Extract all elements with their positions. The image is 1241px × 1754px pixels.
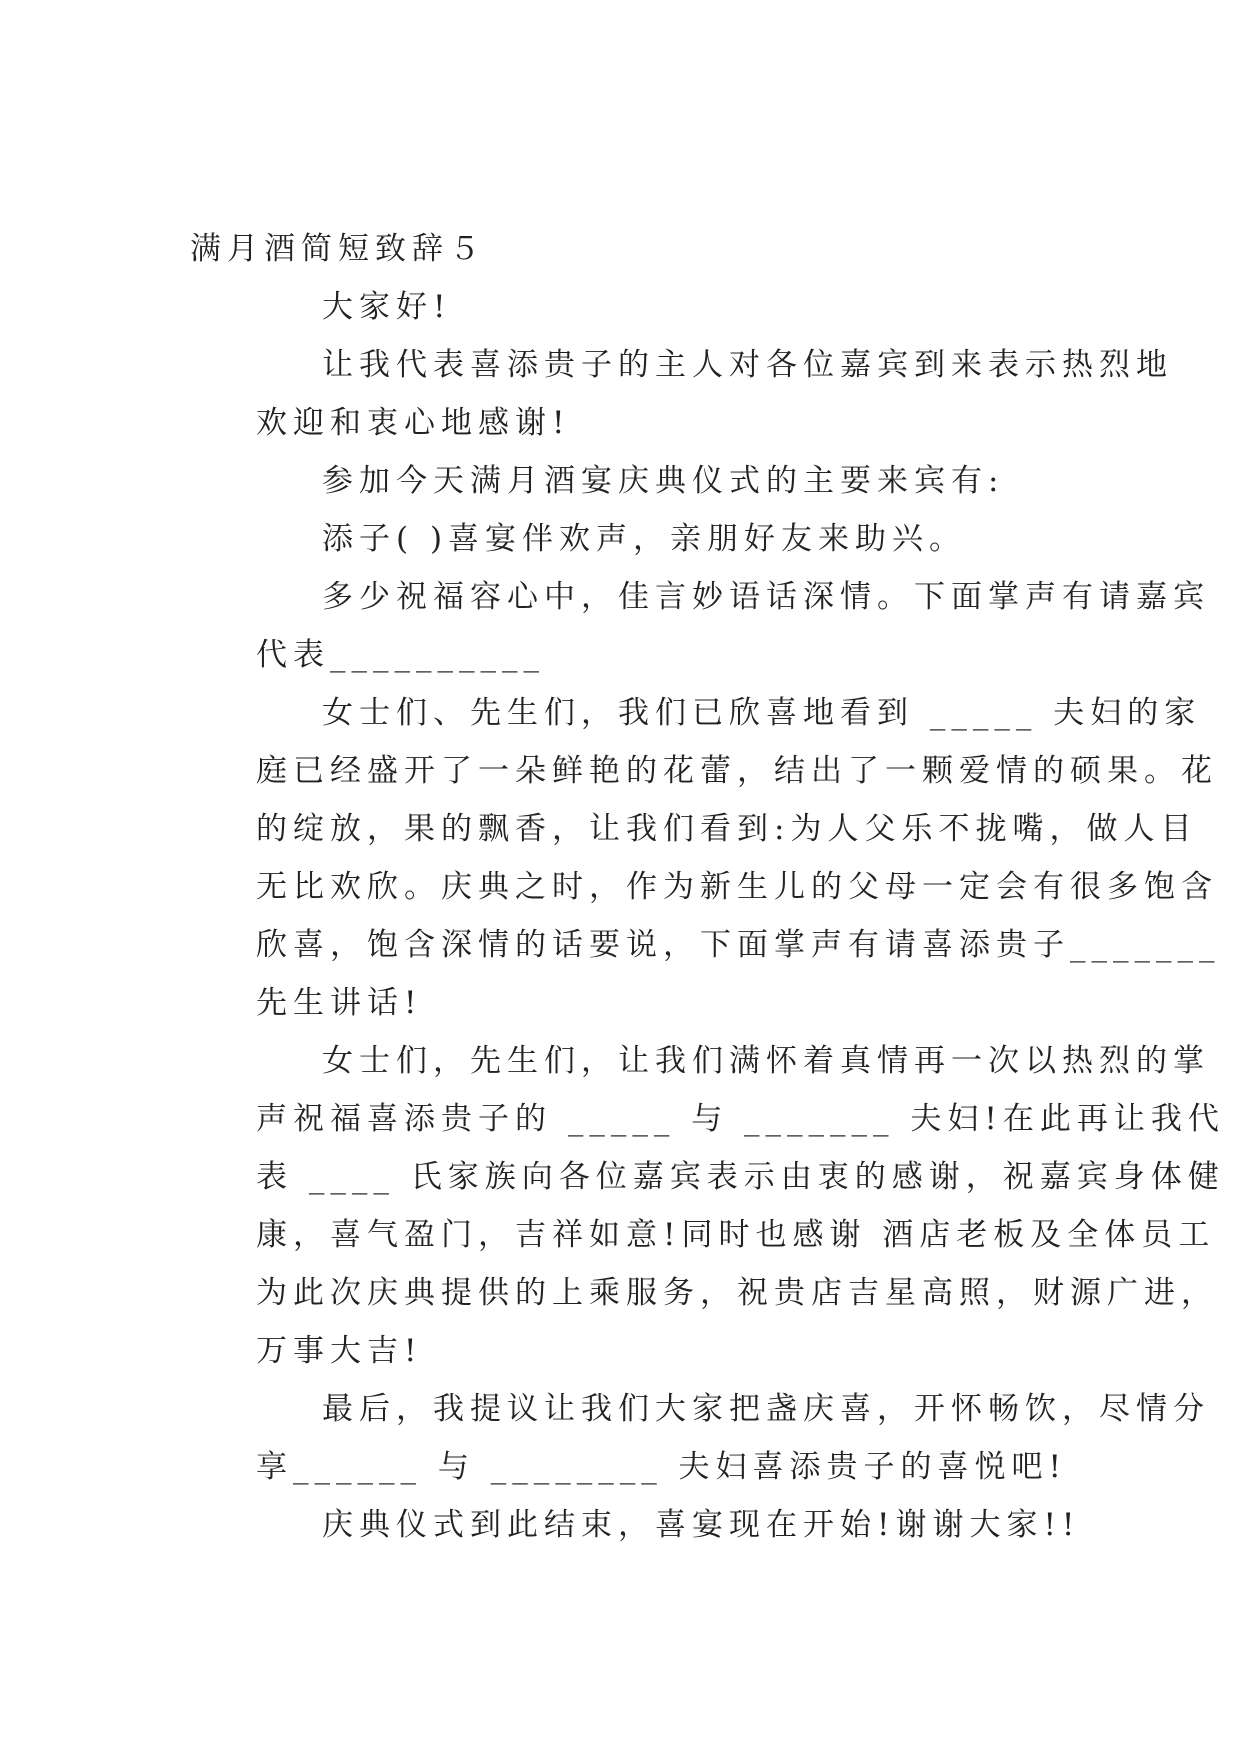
paragraph-line: 大家好! <box>322 289 452 325</box>
document-page <box>190 220 1225 1554</box>
paragraph-line: 女士们、先生们，我们已欣喜地看到 _____ 夫妇的家 <box>322 695 1202 731</box>
paragraph-welcome <box>190 336 1173 452</box>
paragraph-line: 的绽放，果的飘香，让我们看到:为人父乐不拢嘴，做人目 <box>256 811 1198 847</box>
document-title: 满月酒简短致辞５ <box>190 231 486 267</box>
paragraph-closing <box>190 1496 1081 1554</box>
paragraph-line: 最后，我提议让我们大家把盏庆喜，开怀畅饮，尽情分 <box>322 1391 1210 1427</box>
paragraph-line: 享______ 与 ________ 夫妇喜添贵子的喜悦吧! <box>256 1449 1068 1485</box>
paragraph-line: 参加今天满月酒宴庆典仪式的主要来宾有: <box>322 463 1005 499</box>
paragraph-line: 为此次庆典提供的上乘服务，祝贵店吉星高照，财源广进， <box>256 1275 1218 1311</box>
paragraph-parents <box>190 684 1221 1032</box>
paragraph-line: 多少祝福容心中，佳言妙语话深情。下面掌声有请嘉宾 <box>322 579 1210 615</box>
paragraph-line: 欣喜，饱含深情的话要说，下面掌声有请喜添贵子_______ <box>256 927 1221 963</box>
paragraph-toast <box>190 1380 1210 1496</box>
paragraph-line: 让我代表喜添贵子的主人对各位嘉宾到来表示热烈地 <box>322 347 1173 383</box>
paragraph-line: 康，喜气盈门，吉祥如意!同时也感谢 酒店老板及全体员工 <box>256 1217 1216 1253</box>
paragraph-line: 代表__________ <box>256 637 545 673</box>
paragraph-guests <box>190 452 1060 510</box>
paragraph-line: 欢迎和衷心地感谢! <box>256 405 571 441</box>
paragraph-line: 表 ____ 氏家族向各位嘉宾表示由衷的感谢，祝嘉宾身体健 <box>256 1159 1225 1195</box>
paragraph-verse-1 <box>190 510 1060 568</box>
paragraph-line: 声祝福喜添贵子的 _____ 与 _______ 夫妇!在此再让我代 <box>256 1101 1225 1137</box>
paragraph-line: 女士们，先生们，让我们满怀着真情再一次以热烈的掌 <box>322 1043 1210 1079</box>
paragraph-line: 庭已经盛开了一朵鲜艳的花蕾，结出了一颗爱情的硕果。花 <box>256 753 1218 789</box>
paragraph-line: 无比欢欣。庆典之时，作为新生儿的父母一定会有很多饱含 <box>256 869 1218 905</box>
paragraph-thanks <box>190 1032 1225 1380</box>
paragraph-line: 庆典仪式到此结束，喜宴现在开始!谢谢大家!! <box>322 1507 1081 1543</box>
paragraph-line: 添子( )喜宴伴欢声，亲朋好友来助兴。 <box>322 521 967 557</box>
paragraph-verse-2 <box>190 568 1210 684</box>
paragraph-greeting <box>190 278 1060 336</box>
paragraph-line: 先生讲话! <box>256 985 423 1021</box>
paragraph-line: 万事大吉! <box>256 1333 423 1369</box>
